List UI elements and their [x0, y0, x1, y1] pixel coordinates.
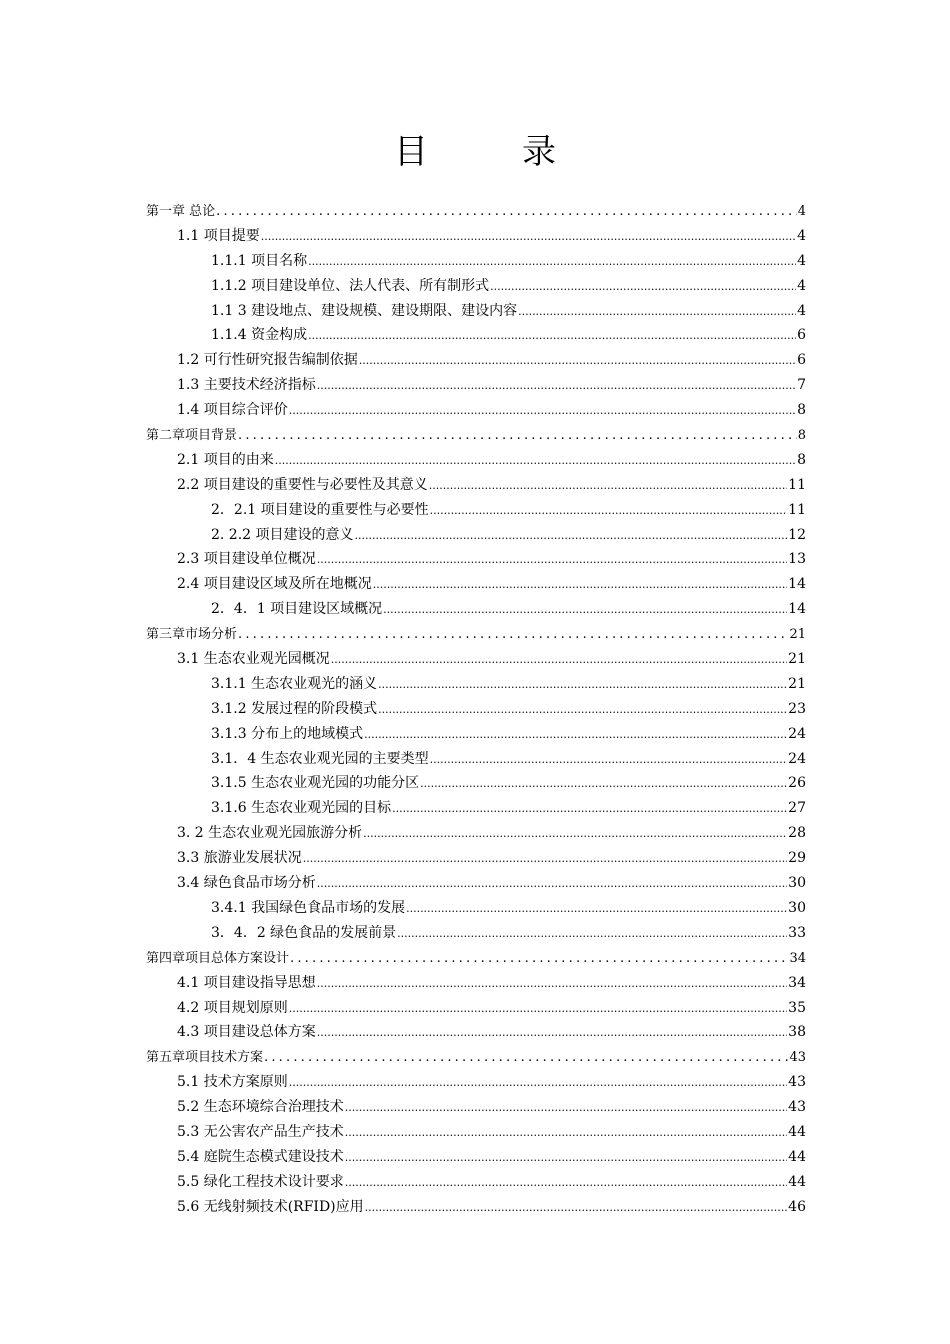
toc-entry[interactable]	[146, 673, 806, 698]
toc-entry-label: 3.1.3 分布上的地域模式	[211, 725, 364, 742]
toc-entry-label: 2．2.1 项目建设的重要性与必要性	[211, 501, 429, 518]
toc-entry-label: 5.3 无公害农产品生产技术	[177, 1123, 344, 1140]
dot-leader	[378, 703, 787, 716]
toc-entry-page-number: 14	[788, 601, 806, 618]
toc-entry-page-number: 4	[797, 277, 806, 294]
toc-chapter-entry[interactable]	[146, 947, 806, 972]
toc-entry-label: 2.4 项目建设区域及所在地概况	[177, 576, 372, 593]
dot-leader	[429, 479, 787, 492]
toc-chapter-entry[interactable]	[146, 1046, 806, 1071]
toc-entry-label: 4.1 项目建设指导思想	[177, 974, 316, 991]
toc-entry-page-number: 26	[788, 775, 806, 792]
toc-entry-label: 1.3 主要技术经济指标	[177, 377, 316, 394]
dot-leader	[289, 404, 796, 417]
toc-entry-page-number: 4	[797, 302, 806, 319]
dot-leader	[397, 927, 787, 940]
toc-entry[interactable]	[146, 1071, 806, 1096]
dot-leader	[238, 627, 788, 642]
dot-leader	[490, 280, 796, 293]
dot-leader	[430, 504, 788, 517]
dot-leader	[363, 827, 787, 840]
toc-entry-label: 3. 2 生态农业观光园旅游分析	[177, 825, 363, 842]
toc-entry[interactable]	[146, 399, 806, 424]
dot-leader	[406, 902, 787, 915]
dot-leader	[373, 578, 787, 591]
toc-entry-label: 第一章 总论	[146, 204, 216, 219]
toc-entry-page-number: 21	[788, 651, 806, 668]
dot-leader	[420, 777, 787, 790]
toc-entry[interactable]	[146, 972, 806, 997]
toc-entry-page-number: 4	[797, 227, 806, 244]
toc-entry-label: 3.1．4 生态农业观光园的主要类型	[211, 750, 429, 767]
toc-entry-label: 3.1.1 生态农业观光的涵义	[211, 675, 378, 692]
toc-entry-label: 1.1.1 项目名称	[211, 252, 308, 269]
toc-entry[interactable]	[146, 748, 806, 773]
dot-leader	[345, 1151, 787, 1164]
toc-entry-label: 5.6 无线射频技术(RFID)应用	[177, 1198, 364, 1215]
dot-leader	[290, 951, 788, 966]
toc-entry-page-number: 38	[788, 1024, 806, 1041]
toc-entry-page-number: 11	[788, 501, 806, 518]
toc-entry-page-number: 14	[788, 576, 806, 593]
toc-chapter-entry[interactable]	[146, 424, 806, 449]
toc-entry-page-number: 4	[797, 252, 806, 269]
dot-leader	[308, 255, 796, 268]
toc-chapter-entry[interactable]	[146, 200, 806, 225]
toc-entry[interactable]	[146, 349, 806, 374]
toc-entry-page-number: 11	[788, 476, 806, 493]
toc-entry[interactable]	[146, 648, 806, 673]
dot-leader	[430, 753, 788, 766]
toc-entry-page-number: 23	[788, 700, 806, 717]
toc-entry-label: 第三章市场分析	[146, 627, 238, 643]
toc-entry-label: 3.4 绿色食品市场分析	[177, 875, 316, 892]
toc-entry-page-number: 44	[788, 1148, 806, 1165]
toc-entry[interactable]	[146, 1196, 806, 1221]
dot-leader	[264, 1050, 788, 1065]
dot-leader	[317, 379, 796, 392]
toc-entry-label: 3.1 生态农业观光园概况	[177, 651, 330, 668]
toc-entry-label: 1.1 3 建设地点、建设规模、建设期限、建设内容	[211, 302, 518, 319]
dot-leader	[289, 1076, 787, 1089]
toc-entry-page-number: 7	[797, 377, 806, 394]
toc-entry[interactable]	[146, 300, 806, 325]
toc-entry-page-number: 44	[788, 1173, 806, 1190]
dot-leader	[345, 1176, 787, 1189]
toc-entry-label: 2.1 项目的由来	[177, 451, 274, 468]
toc-entry[interactable]	[146, 1121, 806, 1146]
toc-entry[interactable]	[146, 250, 806, 275]
dot-leader	[275, 454, 796, 467]
dot-leader	[331, 653, 787, 666]
toc-entry[interactable]	[146, 524, 806, 549]
toc-entry[interactable]	[146, 698, 806, 723]
dot-leader	[317, 553, 787, 566]
toc-entry-label: 1.1 项目提要	[177, 227, 260, 244]
toc-entry-page-number: 30	[788, 899, 806, 916]
toc-entry-label: 2.2 项目建设的重要性与必要性及其意义	[177, 476, 428, 493]
toc-entry[interactable]	[146, 499, 806, 524]
toc-entry-page-number: 33	[788, 924, 806, 941]
toc-entry-page-number: 43	[788, 1074, 806, 1091]
dot-leader	[216, 204, 797, 219]
toc-entry-page-number: 44	[788, 1123, 806, 1140]
toc-entry-label: 5.4 庭院生态模式建设技术	[177, 1148, 344, 1165]
dot-leader	[289, 1002, 787, 1015]
toc-entry-page-number: 8	[797, 402, 806, 419]
toc-entry-page-number: 6	[797, 327, 806, 344]
toc-entry-page-number: 21	[789, 627, 806, 643]
toc-entry-page-number: 24	[788, 750, 806, 767]
toc-entry-page-number: 34	[789, 950, 806, 966]
toc-entry-label: 2．4．1 项目建设区域概况	[211, 601, 383, 618]
toc-entry[interactable]	[146, 598, 806, 623]
toc-entry-label: 2. 2.2 项目建设的意义	[211, 526, 354, 543]
toc-entry-label: 3.1.5 生态农业观光园的功能分区	[211, 775, 420, 792]
toc-entry-page-number: 43	[788, 1099, 806, 1116]
page-title: 目 录	[394, 132, 586, 172]
toc-entry-label: 1.4 项目综合评价	[177, 402, 288, 419]
toc-entry-label: 1.1.4 资金构成	[211, 327, 308, 344]
toc-entry-page-number: 12	[788, 526, 806, 543]
toc-entry[interactable]	[146, 449, 806, 474]
toc-entry-page-number: 24	[788, 725, 806, 742]
toc-entry-label: 5.5 绿化工程技术设计要求	[177, 1173, 344, 1190]
toc-entry[interactable]	[146, 225, 806, 250]
toc-entry-label: 5.1 技术方案原则	[177, 1074, 288, 1091]
toc-entry-label: 3．4．2 绿色食品的发展前景	[211, 924, 397, 941]
dot-leader	[317, 1026, 787, 1039]
toc-entry-page-number: 30	[788, 875, 806, 892]
toc-entry[interactable]	[146, 1146, 806, 1171]
toc-entry[interactable]	[146, 474, 806, 499]
toc-entry-page-number: 43	[789, 1050, 806, 1066]
toc-entry[interactable]	[146, 324, 806, 349]
dot-leader	[303, 852, 787, 865]
toc-entry[interactable]	[146, 1021, 806, 1046]
dot-leader	[238, 428, 797, 443]
toc-entry[interactable]	[146, 872, 806, 897]
toc-chapter-entry[interactable]	[146, 623, 806, 648]
toc-entry-label: 3.3 旅游业发展状况	[177, 850, 302, 867]
toc-entry-page-number: 29	[788, 850, 806, 867]
toc-entry-label: 2.3 项目建设单位概况	[177, 551, 316, 568]
toc-entry-page-number: 21	[788, 675, 806, 692]
toc-entry-page-number: 35	[788, 999, 806, 1016]
toc-entry-label: 5.2 生态环境综合治理技术	[177, 1099, 344, 1116]
toc-entry[interactable]	[146, 723, 806, 748]
toc-entry-label: 1.2 可行性研究报告编制依据	[177, 352, 358, 369]
toc-entry-label: 第二章项目背景	[146, 428, 238, 444]
toc-entry[interactable]	[146, 797, 806, 822]
dot-leader	[359, 354, 796, 367]
toc-entry[interactable]	[146, 374, 806, 399]
toc-entry-label: 3.4.1 我国绿色食品市场的发展	[211, 899, 406, 916]
dot-leader	[518, 305, 796, 318]
dot-leader	[317, 877, 787, 890]
toc-entry[interactable]	[146, 897, 806, 922]
toc-entry-label: 3.1.2 发展过程的阶段模式	[211, 700, 378, 717]
toc-entry[interactable]	[146, 548, 806, 573]
toc-entry-label: 第四章项目总体方案设计	[146, 950, 290, 966]
toc-entry[interactable]	[146, 772, 806, 797]
dot-leader	[308, 329, 796, 342]
toc-entry-page-number: 27	[788, 800, 806, 817]
table-of-contents	[146, 200, 806, 1221]
toc-entry-label: 第五章项目技术方案	[146, 1050, 264, 1066]
toc-entry-page-number: 8	[797, 451, 806, 468]
dot-leader	[345, 1126, 787, 1139]
toc-entry[interactable]	[146, 822, 806, 847]
toc-entry-page-number: 34	[788, 974, 806, 991]
toc-entry-label: 4.3 项目建设总体方案	[177, 1024, 316, 1041]
toc-entry-page-number: 4	[797, 204, 806, 219]
toc-entry-page-number: 8	[797, 428, 806, 444]
toc-entry-page-number: 46	[788, 1198, 806, 1215]
dot-leader	[392, 802, 787, 815]
toc-entry-page-number: 13	[788, 551, 806, 568]
toc-entry-label: 4.2 项目规划原则	[177, 999, 288, 1016]
dot-leader	[364, 728, 787, 741]
dot-leader	[365, 1201, 788, 1214]
dot-leader	[378, 678, 787, 691]
toc-entry[interactable]	[146, 997, 806, 1022]
toc-entry[interactable]	[146, 573, 806, 598]
toc-entry[interactable]	[146, 275, 806, 300]
toc-entry[interactable]	[146, 1096, 806, 1121]
dot-leader	[317, 977, 787, 990]
dot-leader	[345, 1101, 787, 1114]
dot-leader	[261, 230, 796, 243]
toc-entry[interactable]	[146, 847, 806, 872]
toc-entry[interactable]	[146, 1171, 806, 1196]
toc-entry-label: 1.1.2 项目建设单位、法人代表、所有制形式	[211, 277, 490, 294]
toc-entry[interactable]	[146, 922, 806, 947]
dot-leader	[355, 529, 788, 542]
toc-entry-page-number: 6	[797, 352, 806, 369]
dot-leader	[383, 603, 787, 616]
toc-entry-label: 3.1.6 生态农业观光园的目标	[211, 800, 392, 817]
toc-entry-page-number: 28	[788, 825, 806, 842]
